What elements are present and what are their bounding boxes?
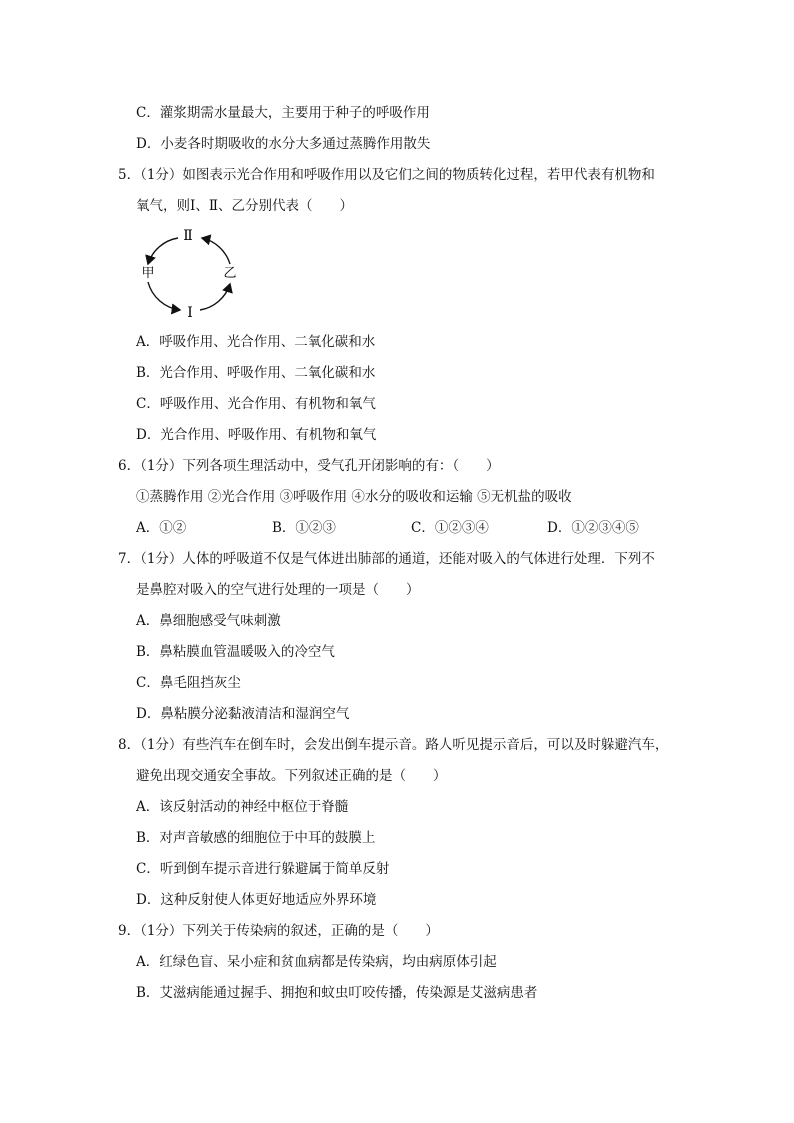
diagram-label-right: 乙 <box>223 266 237 281</box>
question-7-stem-line-2: 是鼻腔对吸入的空气进行处理的一项是（ ） <box>136 582 420 598</box>
question-8-stem-line-2: 避免出现交通安全事故。下列叙述正确的是（ ） <box>136 768 447 784</box>
question-5-option-a: A．呼吸作用、光合作用、二氧化碳和水 <box>136 334 376 350</box>
diagram-label-left: 甲 <box>141 266 155 281</box>
arrow-top-right <box>202 238 230 264</box>
question-5-stem-line-1: 5．（1分）如图表示光合作用和呼吸作用以及它们之间的物质转化过程，若甲代表有机物和 <box>118 167 655 183</box>
question-7-option-a: A．鼻细胞感受气味刺激 <box>136 613 281 629</box>
question-7-option-c: C．鼻毛阻挡灰尘 <box>136 675 241 691</box>
question-9-option-b: B．艾滋病能通过握手、拥抱和蚊虫叮咬传播，传染源是艾滋病患者 <box>136 985 538 1001</box>
question-9-option-a: A．红绿色盲、呆小症和贫血病都是传染病，均由病原体引起 <box>136 954 497 970</box>
arrow-bottom-right <box>200 284 230 310</box>
question-6-stem-line-2: ①蒸腾作用 ②光合作用 ③呼吸作用 ④水分的吸收和运输 ⑤无机盐的吸收 <box>136 489 572 505</box>
question-6-options-row <box>0 519 794 537</box>
question-6-stem-line-1: 6．（1分）下列各项生理活动中，受气孔开闭影响的有：（ ） <box>118 458 500 474</box>
question-7-stem-line-1: 7．（1分）人体的呼吸道不仅是气体进出肺部的通道，还能对吸入的气体进行处理．下列不 <box>118 551 655 567</box>
question-6-option-a: A．①② <box>136 520 187 536</box>
option-c: C．灌浆期需水量最大，主要用于种子的呼吸作用 <box>136 105 430 121</box>
question-8-option-c: C．听到倒车提示音进行躲避属于简单反射 <box>136 861 390 877</box>
question-7-option-b: B．鼻粘膜血管温暖吸入的冷空气 <box>136 644 335 660</box>
question-8-option-d: D．这种反射使人体更好地适应外界环境 <box>136 892 377 908</box>
question-9-stem-line-1: 9．（1分）下列关于传染病的叙述，正确的是（ ） <box>118 923 439 939</box>
question-5-option-c: C．呼吸作用、光合作用、有机物和氧气 <box>136 396 376 412</box>
arrow-top-left <box>148 238 178 264</box>
option-d: D．小麦各时期吸收的水分大多通过蒸腾作用散失 <box>136 136 431 152</box>
diagram-label-top: Ⅱ <box>183 228 193 244</box>
question-8-option-a: A．该反射活动的神经中枢位于脊髓 <box>136 799 349 815</box>
question-5-option-b: B．光合作用、呼吸作用、二氧化碳和水 <box>136 365 376 381</box>
diagram-label-bottom: Ⅰ <box>187 305 193 321</box>
arrow-bottom-left <box>148 282 180 310</box>
question-7-option-d: D．鼻粘膜分泌黏液清洁和湿润空气 <box>136 706 350 722</box>
question-5-stem-line-2: 氧气，则Ⅰ、Ⅱ、乙分别代表（ ） <box>136 198 354 214</box>
photosynthesis-respiration-cycle-diagram <box>136 224 246 324</box>
question-6-option-b: B．①②③ <box>272 520 336 536</box>
question-6-option-d: D．①②③④⑤ <box>547 520 639 536</box>
question-8-stem-line-1: 8．（1分）有些汽车在倒车时，会发出倒车提示音。路人听见提示音后，可以及时躲避汽车， <box>118 737 669 753</box>
question-8-option-b: B．对声音敏感的细胞位于中耳的鼓膜上 <box>136 830 376 846</box>
question-5-option-d: D．光合作用、呼吸作用、有机物和氧气 <box>136 427 377 443</box>
question-6-option-c: C．①②③④ <box>411 520 489 536</box>
